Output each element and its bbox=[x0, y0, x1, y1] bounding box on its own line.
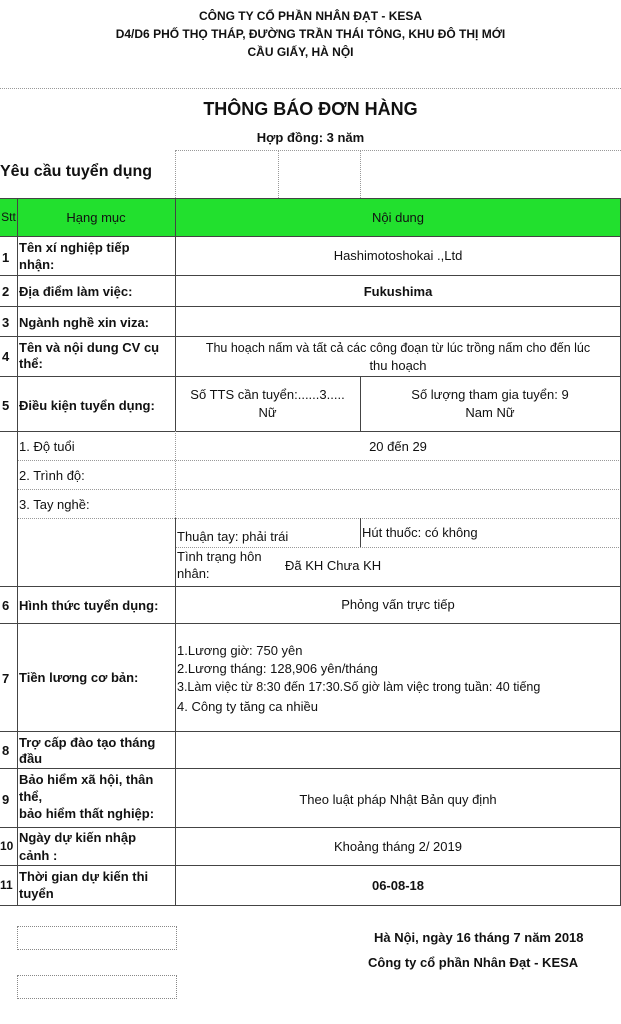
row9-item-l1: Bảo hiểm xã hội, thân bbox=[19, 772, 154, 787]
row2-stt: 2 bbox=[2, 284, 10, 299]
row11-stt: 11 bbox=[0, 878, 13, 892]
row6-item: Hình thức tuyển dụng: bbox=[19, 598, 159, 613]
handedness-label: Thuận tay: phải trái bbox=[177, 529, 289, 544]
row6-content: Phỏng vấn trực tiếp bbox=[341, 597, 455, 612]
row11-content: 06-08-18 bbox=[371, 878, 425, 893]
row2-content: Fukushima bbox=[363, 284, 433, 299]
row11-item-l1: Thời gian dự kiến thi bbox=[19, 869, 149, 884]
row5-right-l2: Nam Nữ bbox=[465, 405, 515, 420]
row5-stt: 5 bbox=[2, 398, 10, 413]
row6-stt: 6 bbox=[2, 598, 10, 613]
row4-content-l1: Thu hoạch nấm và tất cả các công đoạn từ lúc trồng nấm cho đến lúc bbox=[205, 341, 591, 355]
row1-stt: 1 bbox=[2, 250, 10, 265]
row10-stt: 10 bbox=[0, 839, 14, 853]
row4-content-l2: thu hoạch bbox=[369, 358, 427, 373]
row7-stt: 7 bbox=[2, 671, 10, 686]
row8-item-l2: đầu bbox=[19, 751, 43, 766]
row4-item-l2: thể: bbox=[19, 356, 43, 371]
page-title: THÔNG BÁO ĐƠN HÀNG bbox=[203, 99, 418, 119]
row9-item-l2: thể, bbox=[19, 789, 43, 804]
skill-label: 3. Tay nghề: bbox=[19, 497, 90, 512]
age-value: 20 đến 29 bbox=[369, 439, 427, 454]
marital-label-l2: nhân: bbox=[177, 566, 210, 581]
row1-content: Hashimotoshokai .,Ltd bbox=[333, 248, 463, 263]
marital-label-l1: Tình trạng hôn bbox=[177, 549, 262, 564]
section-label: Yêu cầu tuyển dụng bbox=[0, 163, 153, 180]
row3-stt: 3 bbox=[2, 315, 10, 330]
footer-signer: Công ty cổ phần Nhân Đạt - KESA bbox=[368, 955, 579, 970]
row7-item: Tiền lương cơ bản: bbox=[19, 670, 139, 685]
row3-item: Ngành nghề xin viza: bbox=[19, 315, 150, 330]
marital-value: Đã KH Chưa KH bbox=[285, 558, 382, 573]
row7-line2: 2.Lương tháng: 128,906 yên/tháng bbox=[177, 661, 378, 676]
education-label: 2. Trình độ: bbox=[19, 468, 85, 483]
row11-item-l2: tuyển bbox=[19, 886, 54, 901]
smoking-label: Hút thuốc: có không bbox=[362, 525, 478, 540]
row7-line4: 4. Công ty tăng ca nhiều bbox=[177, 699, 318, 714]
company-address-line2: CẦU GIẤY, HÀ NỘI bbox=[247, 45, 354, 59]
footer-box-top bbox=[17, 926, 177, 950]
row7-line3: 3.Làm việc từ 8:30 đến 17:30.Số giờ làm việc trong tuần: 40 tiếng bbox=[177, 680, 541, 694]
row2-item: Địa điểm làm việc: bbox=[19, 284, 133, 299]
company-name: CÔNG TY CỔ PHẦN NHÂN ĐẠT - KESA bbox=[198, 9, 423, 23]
row5-right-l1: Số lượng tham gia tuyển: 9 bbox=[411, 387, 569, 402]
row10-item-l1: Ngày dự kiến nhập bbox=[19, 830, 137, 845]
row5-left-l1: Số TTS cần tuyển:......3..... bbox=[190, 387, 345, 402]
row8-stt: 8 bbox=[2, 743, 10, 758]
row4-item-l1: Tên và nội dung CV cụ bbox=[19, 340, 160, 355]
header-content: Nội dung bbox=[371, 210, 425, 225]
row5-item: Điều kiện tuyển dụng: bbox=[19, 398, 155, 413]
row9-content: Theo luật pháp Nhật Bản quy định bbox=[299, 792, 497, 807]
row1-item-l2: nhận: bbox=[19, 257, 55, 272]
footer-box-bottom bbox=[17, 975, 177, 999]
row8-item-l1: Trợ cấp đào tạo tháng bbox=[19, 735, 156, 750]
header-item: Hạng mục bbox=[66, 210, 126, 225]
company-address-line1: D4/D6 PHỐ THỌ THÁP, ĐƯỜNG TRẦN THÁI TÔNG, KHU ĐÔ THỊ MỚI bbox=[115, 27, 506, 41]
row1-item-l1: Tên xí nghiệp tiếp bbox=[19, 240, 130, 255]
row10-item-l2: cảnh : bbox=[19, 848, 58, 863]
header-stt: Stt bbox=[1, 210, 16, 224]
row4-stt: 4 bbox=[2, 349, 10, 364]
row10-content: Khoảng tháng 2/ 2019 bbox=[334, 839, 462, 854]
age-label: 1. Độ tuổi bbox=[19, 439, 75, 454]
row9-item-l3: bảo hiểm thất nghiệp: bbox=[19, 806, 155, 821]
footer-date: Hà Nội, ngày 16 tháng 7 năm 2018 bbox=[374, 930, 584, 945]
contract-duration: Hợp đồng: 3 năm bbox=[256, 130, 365, 145]
row7-line1: 1.Lương giờ: 750 yên bbox=[177, 643, 303, 658]
row9-stt: 9 bbox=[2, 792, 10, 807]
row5-left-l2: Nữ bbox=[258, 405, 277, 420]
